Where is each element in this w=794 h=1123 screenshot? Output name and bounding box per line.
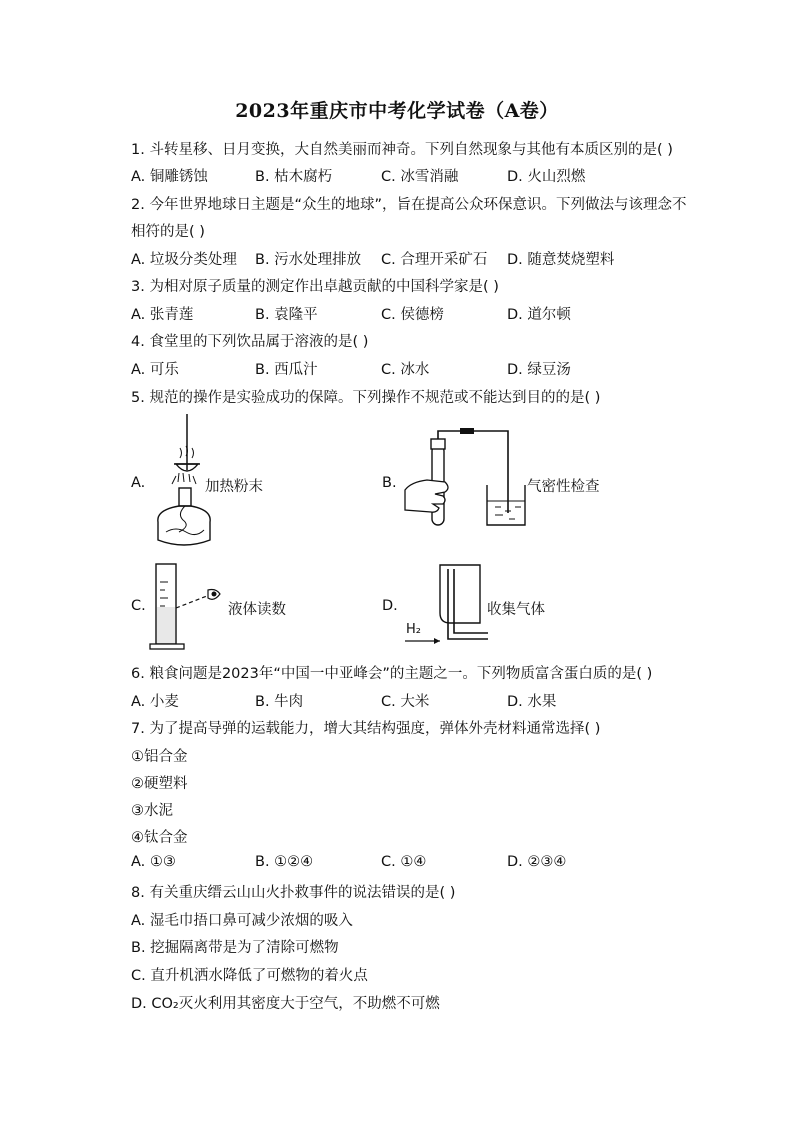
figure-a-label: A. <box>131 475 146 491</box>
question-6-options <box>131 690 691 710</box>
option-c: C. 大米 <box>381 694 430 710</box>
option-d: D. ②③④ <box>507 854 567 870</box>
figure-c-label: C. <box>131 598 146 614</box>
question-7-item-3: ③水泥 <box>131 803 173 819</box>
figure-d-label: D. <box>382 598 398 614</box>
question-5-stem: 5. 规范的操作是实验成功的保障。下列操作不规范或不能达到目的的是( ) <box>131 390 601 406</box>
figure-b-caption: 气密性检查 <box>527 479 600 495</box>
figure-d-gas-label: H₂ <box>406 622 421 637</box>
option-c: C. 冰水 <box>381 362 430 378</box>
option-a: A. ①③ <box>131 854 176 870</box>
option-b: B. 污水处理排放 <box>255 252 362 268</box>
question-8-option-a: A. 湿毛巾捂口鼻可减少浓烟的吸入 <box>131 913 353 929</box>
option-a: A. 垃圾分类处理 <box>131 252 237 268</box>
option-b: B. ①②④ <box>255 854 314 870</box>
liquid-reading-figure <box>150 562 230 652</box>
option-c: C. 合理开采矿石 <box>381 252 488 268</box>
question-3-options <box>131 303 691 323</box>
question-4-options <box>131 358 691 378</box>
figure-a-caption: 加热粉末 <box>205 479 263 495</box>
option-b: B. 枯木腐朽 <box>255 169 333 185</box>
question-8-option-d: D. CO₂灭火利用其密度大于空气，不助燃不可燃 <box>131 996 440 1012</box>
option-c: C. 冰雪消融 <box>381 169 459 185</box>
option-d: D. 水果 <box>507 694 557 710</box>
question-1-options <box>131 165 691 185</box>
question-2-stem-continued: 相符的是( ) <box>131 224 205 240</box>
option-d: D. 火山烈燃 <box>507 169 586 185</box>
question-1-stem: 1. 斗转星移、日月变换，大自然美丽而神奇。下列自然现象与其他有本质区别的是( ) <box>131 142 673 158</box>
option-d: D. 道尔顿 <box>507 307 571 323</box>
question-3-stem: 3. 为相对原子质量的测定作出卓越贡献的中国科学家是( ) <box>131 279 499 295</box>
question-7-item-4: ④钛合金 <box>131 830 188 846</box>
option-c: C. 侯德榜 <box>381 307 444 323</box>
question-7-options <box>131 854 691 874</box>
option-b: B. 牛肉 <box>255 694 304 710</box>
option-a: A. 小麦 <box>131 694 179 710</box>
question-7-item-2: ②硬塑料 <box>131 776 188 792</box>
option-a: A. 铜雕锈蚀 <box>131 169 208 185</box>
option-a: A. 张青莲 <box>131 307 194 323</box>
option-b: B. 袁隆平 <box>255 307 318 323</box>
figure-c-caption: 液体读数 <box>228 602 286 618</box>
question-7-stem: 7. 为了提高导弹的运载能力，增大其结构强度，弹体外壳材料通常选择( ) <box>131 721 601 737</box>
question-4-stem: 4. 食堂里的下列饮品属于溶液的是( ) <box>131 334 369 350</box>
page-title: 2023年重庆市中考化学试卷（A卷） <box>235 100 559 122</box>
option-d: D. 绿豆汤 <box>507 362 571 378</box>
figure-b-label: B. <box>382 475 397 491</box>
option-a: A. 可乐 <box>131 362 179 378</box>
question-2-stem: 2. 今年世界地球日主题是“众生的地球”，旨在提高公众环保意识。下列做法与该理念不 <box>131 197 687 213</box>
question-7-item-1: ①铝合金 <box>131 749 188 765</box>
question-8-option-c: C. 直升机洒水降低了可燃物的着火点 <box>131 968 368 984</box>
question-8-stem: 8. 有关重庆缙云山山火扑救事件的说法错误的是( ) <box>131 885 456 901</box>
option-b: B. 西瓜汁 <box>255 362 318 378</box>
question-2-options <box>131 248 691 268</box>
question-6-stem: 6. 粮食问题是2023年“中国一中亚峰会”的主题之一。下列物质富含蛋白质的是( ) <box>131 666 653 682</box>
figure-d-caption: 收集气体 <box>487 602 545 618</box>
option-d: D. 随意焚烧塑料 <box>507 252 615 268</box>
heating-powder-figure <box>150 412 210 557</box>
question-8-option-b: B. 挖掘隔离带是为了清除可燃物 <box>131 940 339 956</box>
option-c: C. ①④ <box>381 854 427 870</box>
airtightness-check-figure <box>405 435 535 530</box>
